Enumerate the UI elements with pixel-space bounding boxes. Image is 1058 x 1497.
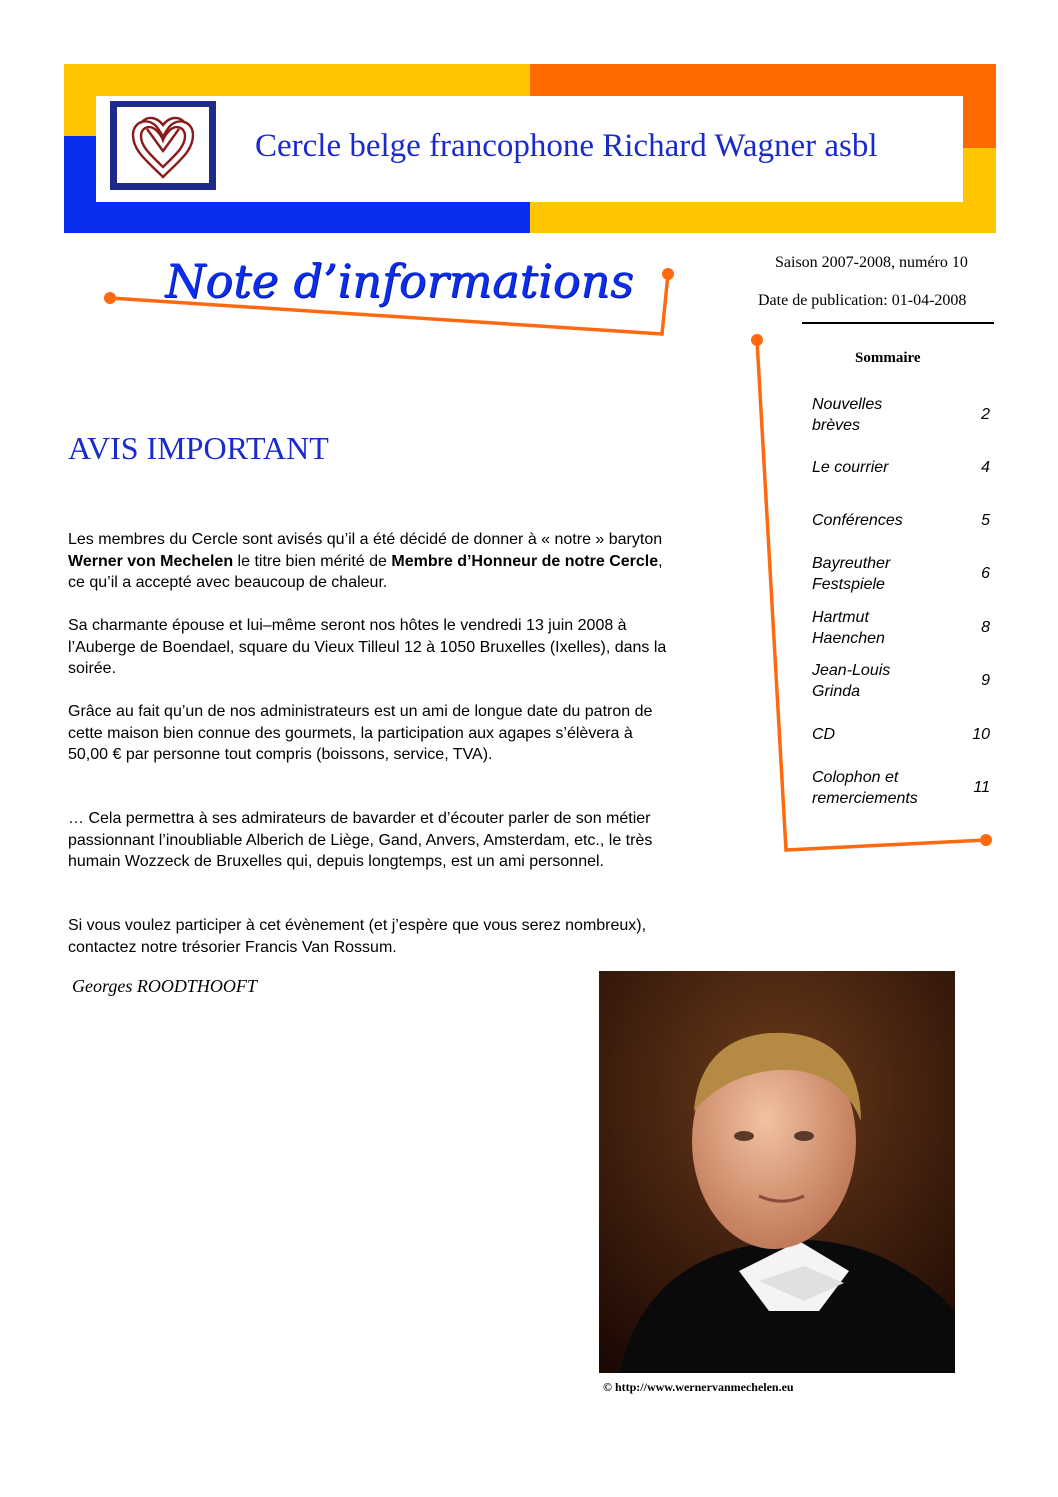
article-paragraph bbox=[68, 529, 668, 594]
signature: Georges ROODTHOOFT bbox=[72, 976, 257, 996]
toc-item[interactable] bbox=[812, 724, 992, 746]
toc-page: 10 bbox=[972, 726, 990, 743]
toc-item[interactable] bbox=[812, 394, 992, 436]
paragraph-text: le titre bien mérité de bbox=[233, 552, 392, 570]
toc-page: 2 bbox=[981, 406, 990, 423]
sommaire-title: Sommaire bbox=[855, 350, 921, 366]
connector-dot-sommaire-top bbox=[751, 334, 763, 346]
article-paragraph: … Cela permettra à ses admirateurs de bavarder et d’écouter parler de son métier passionnant l’inoubliable Alberich de Liège, Gand, Anvers, Amsterdam, etc., le très humain Wozzeck de Bruxelles qui, depuis longtemps, est un ami personnel. bbox=[68, 810, 653, 870]
portrait-photo bbox=[599, 971, 955, 1373]
toc-page: 4 bbox=[981, 459, 990, 476]
honoree-name: Werner von Mechelen bbox=[68, 552, 234, 570]
article-paragraph: Si vous voulez participer à cet évènement (et j’espère que vous serez nombreux), contactez notre trésorier Francis Van Rossum. bbox=[68, 917, 647, 956]
toc-page: 8 bbox=[981, 619, 990, 636]
toc-label: Bayreuther Festspiele bbox=[812, 555, 891, 593]
toc-item[interactable] bbox=[812, 660, 992, 702]
toc-page: 6 bbox=[981, 565, 990, 582]
connector-dot-title-right bbox=[662, 268, 674, 280]
toc-label: CD bbox=[812, 726, 836, 743]
toc-item[interactable] bbox=[812, 553, 992, 595]
toc-label: Le courrier bbox=[812, 459, 889, 476]
season-issue: Saison 2007-2008, numéro 10 bbox=[775, 254, 968, 271]
paragraph-text: , ce qu’il a accepté avec beaucoup de chaleur. bbox=[68, 552, 663, 591]
portrait-image bbox=[599, 971, 955, 1373]
article-heading: AVIS IMPORTANT bbox=[68, 430, 329, 466]
toc-item[interactable] bbox=[812, 607, 992, 649]
organization-title: Cercle belge francophone Richard Wagner asbl bbox=[255, 128, 878, 164]
honorary-title: Membre d’Honneur de notre Cercle bbox=[391, 552, 659, 570]
toc-label: Colophon et remerciements bbox=[812, 769, 918, 807]
toc-label: Jean-Louis Grinda bbox=[812, 662, 891, 700]
newsletter-title: Note d’informations bbox=[165, 254, 634, 308]
toc-item[interactable] bbox=[812, 457, 992, 479]
toc-page: 5 bbox=[981, 512, 990, 529]
toc-label: Hartmut Haenchen bbox=[812, 609, 885, 647]
toc-item[interactable] bbox=[812, 767, 992, 809]
article-paragraph: Grâce au fait qu’un de nos administrateurs est un ami de longue date du patron de cette maison bien connue des gourmets, la participation aux agapes s’élèvera à 50,00 € par personne tout compris (boissons, service, TVA). bbox=[68, 703, 653, 763]
publication-date: Date de publication: 01-04-2008 bbox=[758, 292, 967, 309]
toc-page: 9 bbox=[981, 672, 990, 689]
toc-label: Nouvelles brèves bbox=[812, 396, 883, 434]
toc-item[interactable] bbox=[812, 510, 992, 532]
article-paragraph: Sa charmante épouse et lui–même seront nos hôtes le vendredi 13 juin 2008 à l’Auberge de Boendael, square du Vieux Tilleul 12 à 1050 Bruxelles (Ixelles), dans la soirée. bbox=[68, 617, 667, 677]
divider bbox=[802, 322, 994, 324]
connector-dot-sommaire-bottom bbox=[980, 834, 992, 846]
toc-page: 11 bbox=[973, 779, 990, 796]
toc-label: Conférences bbox=[812, 512, 903, 529]
photo-caption: © http://www.wernervanmechelen.eu bbox=[603, 1380, 794, 1394]
paragraph-text: Les membres du Cercle sont avisés qu’il a été décidé de donner à « notre » baryton bbox=[68, 531, 663, 548]
connector-dot-title-left bbox=[104, 292, 116, 304]
